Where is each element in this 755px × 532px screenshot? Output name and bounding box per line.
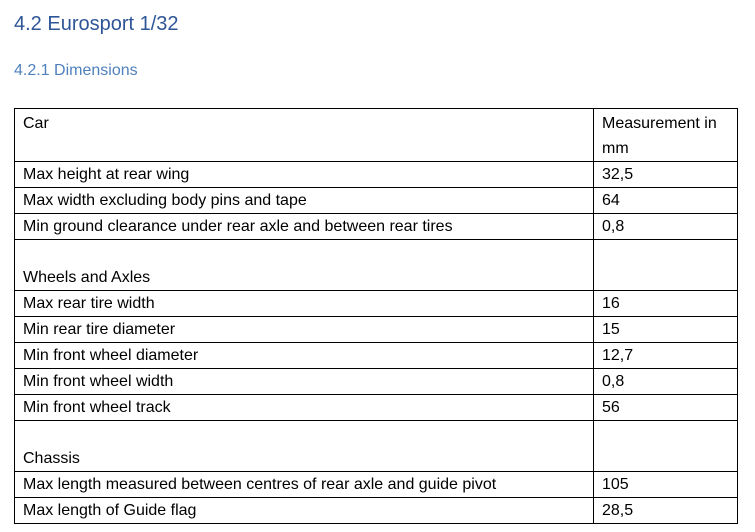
row-value: 64 (594, 188, 738, 214)
table-row (15, 369, 738, 395)
row-value: 56 (594, 395, 738, 421)
section-value (594, 240, 738, 291)
table-row (15, 188, 738, 214)
row-label: Max width excluding body pins and tape (15, 188, 594, 214)
section-row-wheels-axles (15, 240, 738, 291)
row-label: Min rear tire diameter (15, 317, 594, 343)
row-label: Min front wheel track (15, 395, 594, 421)
table-row (15, 498, 738, 524)
table-row (15, 472, 738, 498)
table-row (15, 214, 738, 240)
row-label: Min front wheel diameter (15, 343, 594, 369)
row-value: 12,7 (594, 343, 738, 369)
section-label: Chassis (15, 421, 594, 472)
table-row (15, 395, 738, 421)
row-label: Max height at rear wing (15, 162, 594, 188)
row-label: Min ground clearance under rear axle and between rear tires (15, 214, 594, 240)
table-row (15, 343, 738, 369)
row-label: Max length of Guide flag (15, 498, 594, 524)
row-value: 0,8 (594, 369, 738, 395)
table-header-row (15, 109, 738, 162)
section-heading: 4.2 Eurosport 1/32 (14, 13, 179, 35)
table-row (15, 291, 738, 317)
row-value: 32,5 (594, 162, 738, 188)
table-row (15, 162, 738, 188)
row-label: Max rear tire width (15, 291, 594, 317)
row-value: 0,8 (594, 214, 738, 240)
row-value: 15 (594, 317, 738, 343)
subsection-heading: 4.2.1 Dimensions (14, 62, 138, 79)
header-measurement: Measurement in mm (594, 109, 738, 162)
table-row (15, 317, 738, 343)
section-value (594, 421, 738, 472)
row-value: 105 (594, 472, 738, 498)
row-value: 28,5 (594, 498, 738, 524)
row-label: Min front wheel width (15, 369, 594, 395)
header-car: Car (15, 109, 594, 162)
row-label: Max length measured between centres of rear axle and guide pivot (15, 472, 594, 498)
row-value: 16 (594, 291, 738, 317)
section-row-chassis (15, 421, 738, 472)
dimensions-table (14, 108, 738, 524)
section-label: Wheels and Axles (15, 240, 594, 291)
